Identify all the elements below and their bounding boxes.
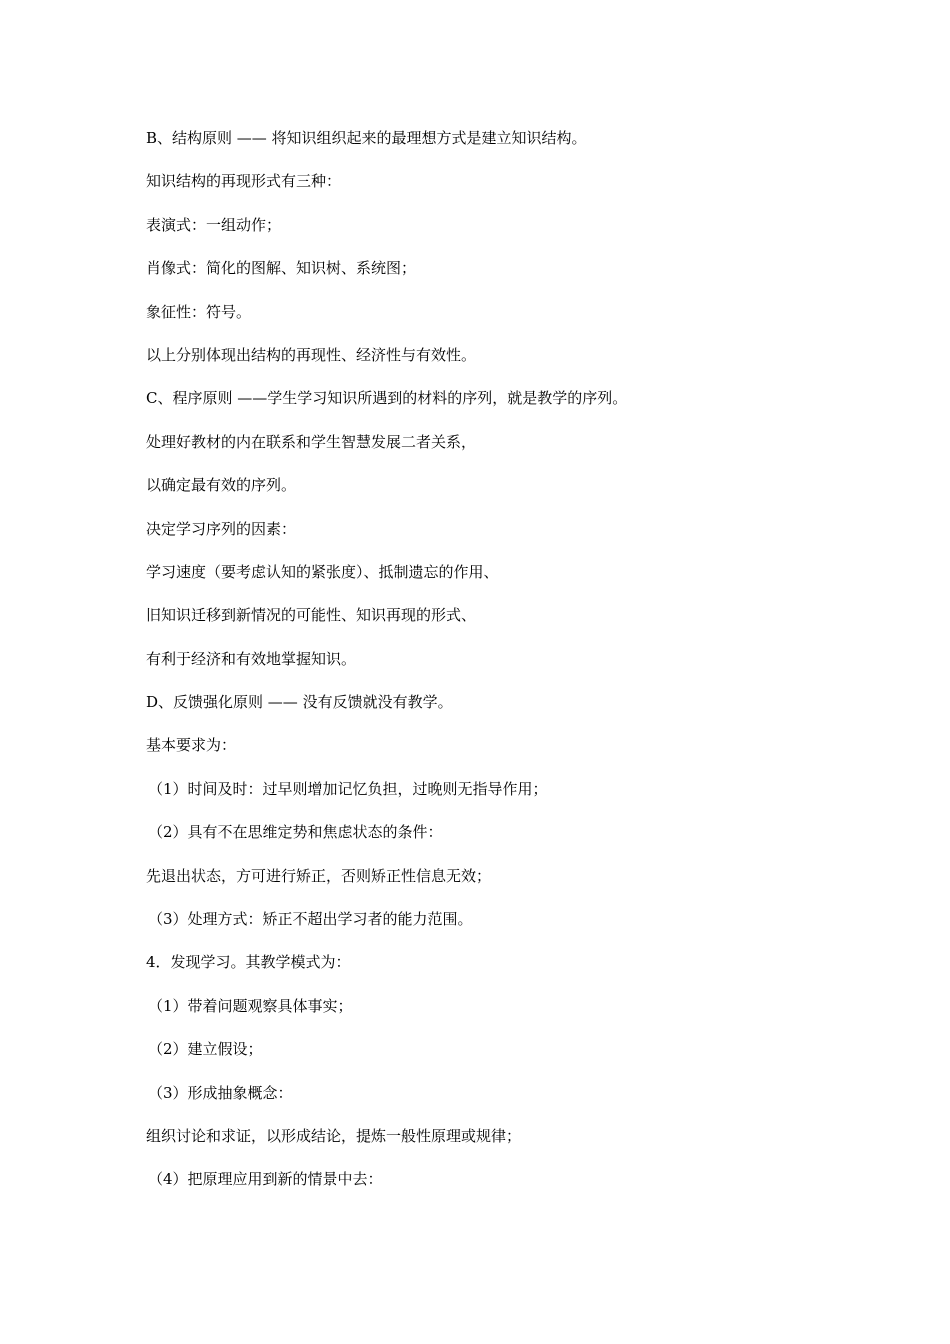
text-line-requirement-3: （3）处理方式：矫正不超出学习者的能力范围。 [148,910,473,929]
text-line-requirement-1: （1）时间及时：过早则增加记忆负担，过晚则无指导作用； [148,779,548,798]
text-line-iconic: 肖像式：简化的图解、知识树、系统图； [146,259,417,278]
text-line-feedback-principle: D、反馈强化原则 —— 没有反馈就没有教学。 [146,693,453,712]
text-line-basic-requirements: 基本要求为： [146,736,237,755]
text-line-knowledge-transfer: 旧知识迁移到新情况的可能性、知识再现的形式、 [146,606,477,625]
text-line-summary: 以上分别体现出结构的再现性、经济性与有效性。 [146,345,477,364]
text-line-step-4: （4）把原理应用到新的情景中去： [148,1170,383,1189]
text-line-knowledge-structure-forms: 知识结构的再现形式有三种： [146,172,342,191]
text-line-enactive: 表演式：一组动作； [146,215,282,234]
document-body [146,124,846,1209]
text-line-discovery-learning: 4．发现学习。其教学模式为： [146,953,351,972]
text-line-efficient-mastery: 有利于经济和有效地掌握知识。 [146,649,357,668]
text-line-discussion: 组织讨论和求证，以形成结论，提炼一般性原理或规律； [146,1126,522,1145]
text-line-symbolic: 象征性：符号。 [146,302,252,321]
text-line-requirement-2: （2）具有不在思维定势和焦虑状态的条件： [148,823,443,842]
text-line-exit-state: 先退出状态，方可进行矫正，否则矫正性信息无效； [146,866,492,885]
text-line-sequence-factors: 决定学习序列的因素： [146,519,297,538]
text-line-material-relation: 处理好教材的内在联系和学生智慧发展二者关系， [146,432,477,451]
text-line-structure-principle: B、结构原则 —— 将知识组织起来的最理想方式是建立知识结构。 [146,129,587,147]
text-line-effective-sequence: 以确定最有效的序列。 [146,476,297,495]
text-line-step-1: （1）带着问题观察具体事实； [148,996,353,1015]
text-line-learning-speed: 学习速度（要考虑认知的紧张度）、抵制遗忘的作用、 [146,562,499,581]
text-line-step-3: （3）形成抽象概念： [148,1083,293,1102]
text-line-sequence-principle: C、程序原则 ——学生学习知识所遇到的材料的序列，就是教学的序列。 [146,389,628,408]
text-line-step-2: （2）建立假设； [148,1040,263,1059]
